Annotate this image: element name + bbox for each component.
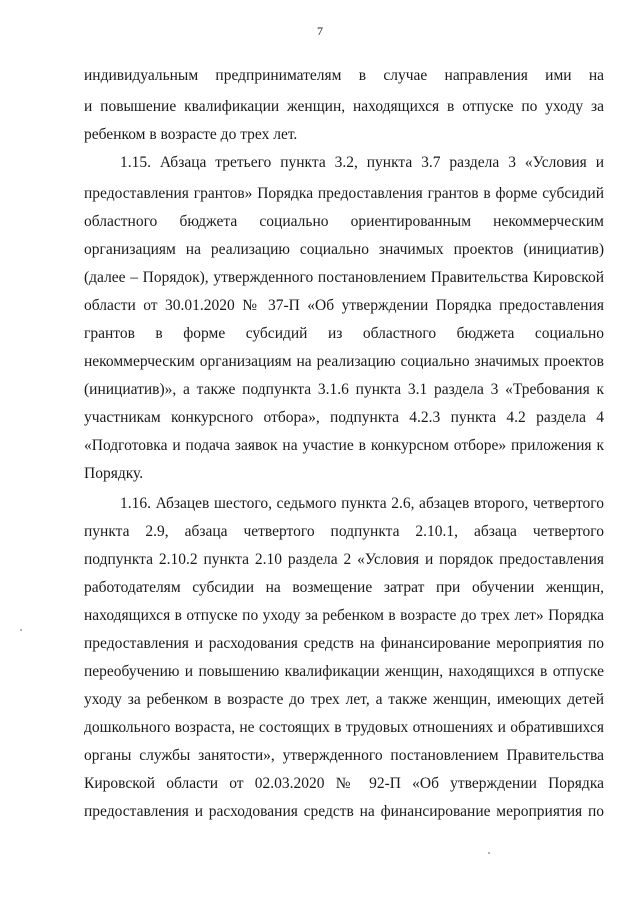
- text-line: органы службы занятости», утвержденного постановлением Правительства: [84, 747, 604, 764]
- text-line: области от 30.01.2020 № 37-П «Об утверждении Порядка предоставления: [84, 297, 604, 314]
- text-line: пункта 2.9, абзаца четвертого подпункта 2.10.1, абзаца четвертого: [84, 523, 604, 540]
- text-line: 1.16. Абзацев шестого, седьмого пункта 2.6, абзацев второго, четвертого: [120, 495, 604, 512]
- text-line: уходу за ребенком в возрасте до трех лет, а также женщин, имеющих детей: [84, 691, 604, 708]
- page-number: 7: [317, 24, 323, 38]
- text-line: находящихся в отпуске по уходу за ребенком в возрасте до трех лет» Порядка: [84, 607, 604, 624]
- text-line: некоммерческим организациям на реализацию социально значимых проектов: [84, 353, 604, 370]
- text-line: Кировской области от 02.03.2020 № 92-П «Об утверждении Порядка: [84, 775, 604, 792]
- text-line: предоставления и расходования средств на финансирование мероприятия по: [84, 635, 604, 652]
- text-line: и повышение квалификации женщин, находящихся в отпуске по уходу за: [84, 98, 604, 115]
- scan-speck: [488, 852, 490, 854]
- text-line: грантов в форме субсидий из областного бюджета социально: [84, 325, 604, 342]
- text-line: предоставления и расходования средств на финансирование мероприятия по: [84, 803, 604, 820]
- text-line: участникам конкурсного отбора», подпункта 4.2.3 пункта 4.2 раздела 4: [84, 409, 604, 426]
- text-line: индивидуальным предпринимателям в случае направления ими на: [84, 67, 604, 84]
- scan-speck: [20, 629, 22, 631]
- text-line: 1.15. Абзаца третьего пункта 3.2, пункта 3.7 раздела 3 «Условия и: [120, 154, 604, 171]
- text-line: подпункта 2.10.2 пункта 2.10 раздела 2 «Условия и порядок предоставления: [84, 551, 604, 568]
- text-line: Порядку.: [84, 465, 144, 482]
- text-line: областного бюджета социально ориентированным некоммерческим: [84, 213, 604, 230]
- text-line: работодателям субсидии на возмещение затрат при обучении женщин,: [84, 579, 604, 596]
- text-line: переобучению и повышению квалификации женщин, находящихся в отпуске: [84, 663, 604, 680]
- text-line: (далее – Порядок), утвержденного постановлением Правительства Кировской: [84, 269, 604, 286]
- text-line: организациям на реализацию социально значимых проектов (инициатив): [84, 241, 604, 258]
- text-line: дошкольного возраста, не состоящих в трудовых отношениях и обратившихся: [84, 719, 604, 736]
- text-line: предоставления грантов» Порядка предоставления грантов в форме субсидий: [84, 185, 604, 202]
- text-line: ребенком в возрасте до трех лет.: [84, 126, 298, 143]
- text-line: «Подготовка и подача заявок на участие в конкурсном отборе» приложения к: [84, 437, 604, 454]
- text-line: (инициатив)», а также подпункта 3.1.6 пункта 3.1 раздела 3 «Требования к: [84, 381, 604, 398]
